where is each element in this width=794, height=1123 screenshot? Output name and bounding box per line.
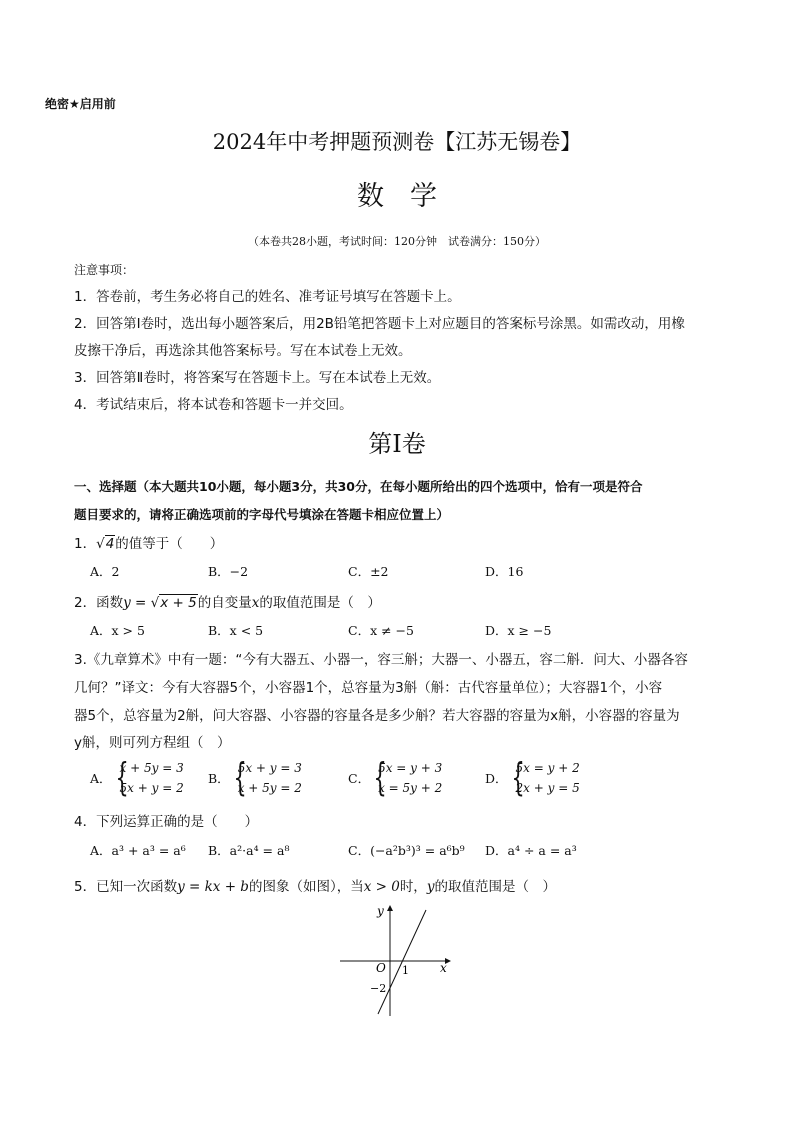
equation-1: { x + 5y = 3 xyxy=(119,761,184,775)
question-text: 的取值范围是（ ） xyxy=(259,595,381,611)
exam-title: 2024年中考押题预测卷【江苏无锡卷】 xyxy=(212,130,582,154)
q2-option-d: D．x ≥ −5 xyxy=(485,623,552,638)
q2-option-c: C．x ≠ −5 xyxy=(348,623,414,638)
equation-system xyxy=(508,758,580,798)
question-3-line3: 器5个，总容量为2斛，问大容器、小容器的容量各是多少斛？若大容器的容量为x斛，小容器的容量为 xyxy=(74,708,680,724)
y-axis-label: y xyxy=(377,904,384,918)
exam-info: （本卷共28小题，考试时间：120分钟 试卷满分：150分） xyxy=(248,235,546,248)
question-text: 2．函数 xyxy=(74,595,124,611)
sqrt-sign: √ xyxy=(96,536,105,552)
question-text: 5．已知一次函数 xyxy=(74,879,178,895)
q1-option-d: D．16 xyxy=(485,564,524,579)
question-5-stem xyxy=(74,875,556,895)
subject-title: 数学 xyxy=(357,181,463,212)
q3-option-c xyxy=(348,758,442,798)
q4-option-d: D．a⁴ ÷ a = a³ xyxy=(485,843,577,858)
equals-sign: = xyxy=(130,595,151,611)
q2-option-b: B．x < 5 xyxy=(208,623,264,638)
condition: x > 0 xyxy=(363,879,400,895)
part-heading: 第Ⅰ卷 xyxy=(368,430,426,458)
question-3-line2: 几何？”译文：今有大容器5个，小容器1个，总容量为3斛（斛：古代容量单位）；大容器1个，小容 xyxy=(74,680,663,696)
radicand: x + 5 xyxy=(160,595,197,611)
q3-option-a xyxy=(90,758,184,798)
radicand: 4 xyxy=(105,536,115,552)
equation-system xyxy=(370,758,442,798)
note-item-2-cont: 皮擦干净后，再选涂其他答案标号。写在本试卷上无效。 xyxy=(74,343,412,359)
equation-1: { 5x + y = 3 xyxy=(237,761,302,775)
question-text: 的取值范围是（ ） xyxy=(434,879,556,895)
note-item-2: 2．回答第Ⅰ卷时，选出每小题答案后，用2B铅笔把答题卡上对应题目的答案标号涂黑。如需改动，用橡 xyxy=(74,316,685,332)
func-lhs: y xyxy=(123,595,131,611)
question-3-line1: 3.《九章算术》中有一题：“今有大器五、小器一，容三斛；大器一、小器五，容二斛．问大、小器各容 xyxy=(74,652,688,668)
q4-option-b: B．a²·a⁴ = a⁸ xyxy=(208,843,290,858)
note-item-1: 1．答卷前，考生务必将自己的姓名、准考证号填写在答题卡上。 xyxy=(74,289,461,305)
equation-2: 2x + y = 5 xyxy=(515,781,580,795)
q1-option-c: C．±2 xyxy=(348,564,389,579)
equation-2: x = 5y + 2 xyxy=(378,781,443,795)
option-label: B． xyxy=(208,771,230,786)
equation-2: x + 5y = 2 xyxy=(237,781,302,795)
linear-function-graph xyxy=(334,898,464,1022)
q3-option-d xyxy=(485,758,580,798)
question-3-line4: y斛，则可列方程组（ ） xyxy=(74,735,231,751)
equation-1: { 5x = y + 3 xyxy=(378,761,443,775)
y-intercept-label: −2 xyxy=(370,982,387,995)
variable: y xyxy=(426,879,435,895)
option-label: D． xyxy=(485,771,508,786)
confidential-label: 绝密★启用前 xyxy=(45,97,116,111)
sqrt-sign: √ xyxy=(150,595,160,611)
question-2-stem xyxy=(74,591,381,611)
q4-option-c: C．(−a²b³)³ = a⁶b⁹ xyxy=(348,843,465,858)
question-1-stem xyxy=(74,532,223,552)
equation-system xyxy=(230,758,302,798)
section-heading-line2: 题目要求的，请将正确选项前的字母代号填涂在答题卡相应位置上） xyxy=(74,507,450,522)
function-expression: y = kx + b xyxy=(177,879,249,895)
x-axis-label: x xyxy=(440,961,447,975)
q1-option-a: A．2 xyxy=(90,564,120,579)
q4-option-a: A．a³ + a³ = a⁶ xyxy=(90,843,186,858)
notes-heading: 注意事项： xyxy=(74,263,135,277)
origin-label: O xyxy=(376,961,386,975)
section-heading-line1: 一、选择题（本大题共10小题，每小题3分，共30分，在每小题所给出的四个选项中，恰有一项是符合 xyxy=(74,479,643,494)
q3-option-b xyxy=(208,758,302,798)
equation-2: 5x + y = 2 xyxy=(119,781,184,795)
equation-system xyxy=(112,758,184,798)
option-label: C． xyxy=(348,771,371,786)
q1-option-b: B．−2 xyxy=(208,564,249,579)
question-text: 的自变量 xyxy=(197,595,252,611)
variable: x xyxy=(251,595,260,611)
question-text: 的图象（如图），当 xyxy=(248,879,364,895)
x-intercept-label: 1 xyxy=(402,964,409,977)
option-label: A． xyxy=(90,771,112,786)
question-text: 的值等于（ ） xyxy=(115,536,224,552)
question-4-stem: 4．下列运算正确的是（ ） xyxy=(74,814,259,830)
equation-1: { 5x = y + 2 xyxy=(515,761,580,775)
question-text: 时， xyxy=(399,879,427,895)
q2-option-a: A．x > 5 xyxy=(90,623,145,638)
note-item-4: 4．考试结束后，将本试卷和答题卡一并交回。 xyxy=(74,397,353,413)
note-item-3: 3．回答第Ⅱ卷时，将答案写在答题卡上。写在本试卷上无效。 xyxy=(74,370,441,386)
question-number: 1． xyxy=(74,536,97,552)
